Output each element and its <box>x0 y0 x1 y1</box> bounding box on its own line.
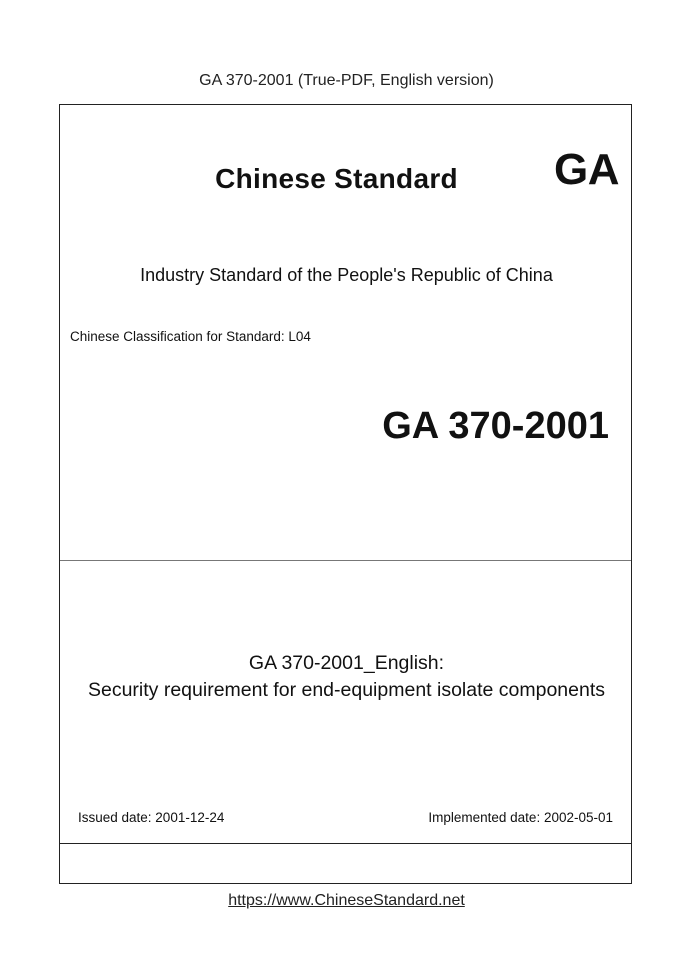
standard-label: Chinese Standard <box>215 163 458 194</box>
section-divider <box>60 560 631 561</box>
issued-date: Issued date: 2001-12-24 <box>78 810 225 825</box>
document-title <box>60 650 633 704</box>
bottom-divider <box>60 843 631 844</box>
document-title-line-1: GA 370-2001_English: <box>248 652 445 674</box>
ga-mark: GA <box>554 145 619 194</box>
website-link[interactable]: https://www.ChineseStandard.net <box>228 892 465 909</box>
classification-line: Chinese Classification for Standard: L04 <box>70 329 311 344</box>
standard-number: GA 370-2001 <box>382 405 609 447</box>
implemented-date: Implemented date: 2002-05-01 <box>428 810 613 825</box>
industry-line: Industry Standard of the People's Republic of China <box>140 265 553 285</box>
document-title-line-2: Security requirement for end-equipment isolate components <box>87 679 606 701</box>
cover-frame <box>59 104 632 884</box>
page-header: GA 370-2001 (True-PDF, English version) <box>199 72 494 89</box>
